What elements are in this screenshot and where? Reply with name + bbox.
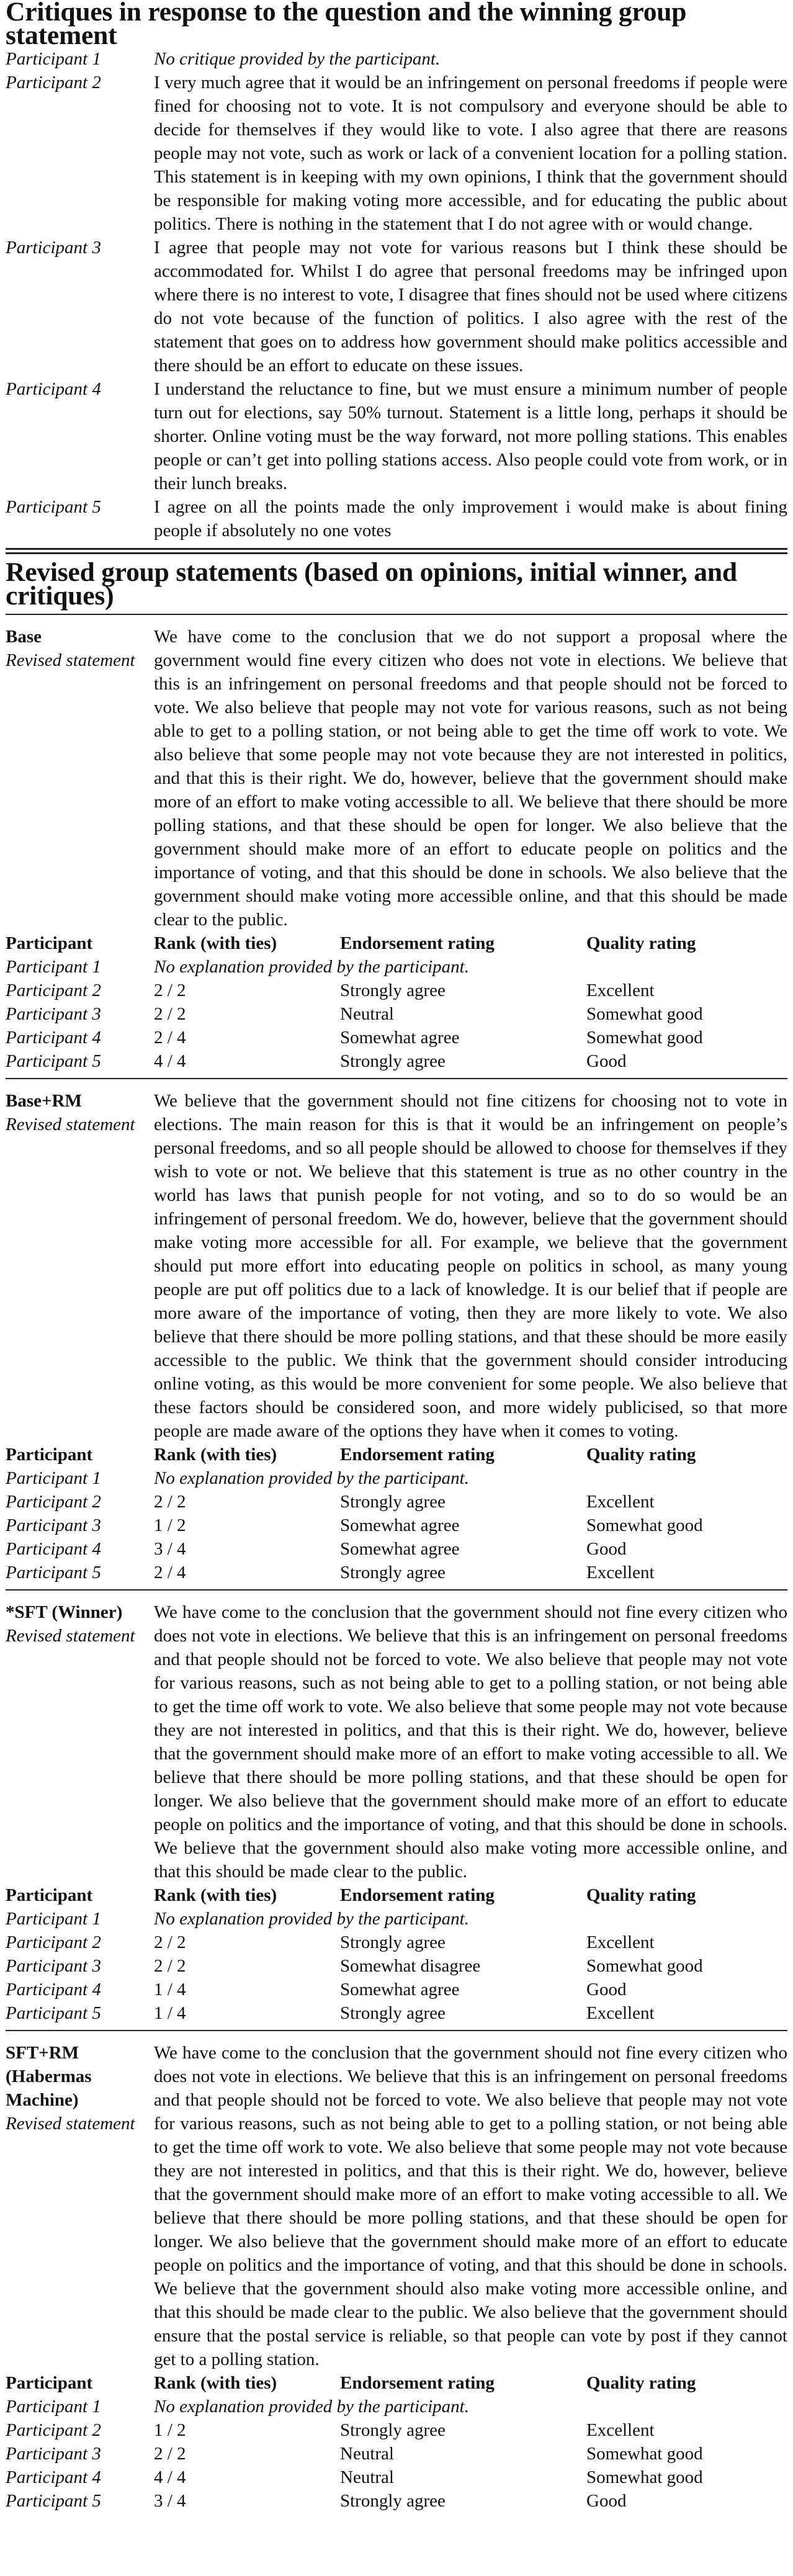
table-row [6, 1561, 787, 1584]
model-label [6, 1089, 154, 1136]
endorsement-cell: Neutral [340, 1004, 394, 1024]
participant-cell: Participant 3 [6, 2444, 101, 2464]
participant-cell: Participant 2 [6, 1932, 101, 1952]
rank-cell: 3 / 4 [154, 1539, 186, 1559]
participant-label: Participant 5 [6, 497, 101, 517]
model-label [6, 625, 154, 672]
participant-cell: Participant 1 [6, 1468, 101, 1488]
critique-text: No critique provided by the participant. [154, 49, 441, 69]
model-name: Base+RM [6, 1091, 82, 1111]
endorsement-cell: Strongly agree [340, 1932, 446, 1952]
quality-cell: Somewhat good [586, 2467, 703, 2487]
no-explanation-note: No explanation provided by the participant. [154, 1909, 469, 1929]
endorsement-cell: Neutral [340, 2444, 394, 2464]
rank-cell: 2 / 2 [154, 981, 186, 1000]
section-divider [6, 614, 787, 615]
table-row [6, 2001, 787, 2025]
quality-cell: Good [586, 2491, 627, 2511]
model-block-base-rm [6, 1089, 787, 1584]
header-endorsement: Endorsement rating [340, 1445, 495, 1465]
critique-row [6, 495, 787, 542]
ratings-table [6, 931, 787, 1073]
quality-cell: Good [586, 1539, 627, 1559]
rank-cell: 1 / 4 [154, 1980, 186, 1999]
participant-label: Participant 3 [6, 238, 101, 258]
quality-cell: Excellent [586, 1563, 655, 1582]
rank-cell: 2 / 2 [154, 1004, 186, 1024]
quality-cell: Excellent [586, 1492, 655, 1512]
header-quality: Quality rating [586, 1445, 696, 1465]
participant-cell: Participant 1 [6, 957, 101, 977]
participant-cell: Participant 4 [6, 1980, 101, 1999]
header-participant: Participant [6, 933, 93, 953]
model-sublabel: Revised statement [6, 1115, 135, 1134]
rank-cell: 1 / 2 [154, 1515, 186, 1535]
ratings-table [6, 1443, 787, 1584]
model-block-sft-winner [6, 1600, 787, 2025]
quality-cell: Good [586, 1980, 627, 1999]
model-block-sft-rm [6, 2041, 787, 2513]
quality-cell: Somewhat good [586, 1028, 703, 1048]
header-quality: Quality rating [586, 1885, 696, 1905]
participant-label: Participant 2 [6, 73, 101, 92]
table-row [6, 1466, 787, 1490]
model-name: SFT+RM (Habermas Machine) [6, 2043, 92, 2110]
table-row [6, 1907, 787, 1931]
model-label [6, 2041, 154, 2135]
table-row [6, 1490, 787, 1514]
participant-cell: Participant 3 [6, 1004, 101, 1024]
quality-cell: Excellent [586, 2003, 655, 2023]
endorsement-cell: Somewhat agree [340, 1515, 460, 1535]
endorsement-cell: Somewhat agree [340, 1028, 460, 1048]
table-row [6, 2442, 787, 2466]
quality-cell: Excellent [586, 2420, 655, 2440]
header-endorsement: Endorsement rating [340, 1885, 495, 1905]
quality-cell: Somewhat good [586, 1004, 703, 1024]
quality-cell: Excellent [586, 981, 655, 1000]
critiques-section [6, 0, 787, 542]
model-statement: We have come to the conclusion that the government should not fine every citizen who does not vote in elections. We believe that this is an infringement on personal freedoms and that people should not be forced to vote. We also believe that people may not vote for various reasons, such as not being able to get to a polling station, or not being able to get the time off work to vote. We also believe that some people may not vote because they are not interested in politics, and that this is their right. We do, however, believe that the government should make more of an effort to make voting accessible to all. We believe that there should be more polling stations, and that these should be open for longer. We also believe that the government should make more of an effort to educate people on politics and the importance of voting, and that this should be done in schools. We believe that the government should also make voting more accessible online, and that this should be made clear to the public. [154, 1602, 787, 1882]
revised-section [6, 557, 787, 2513]
participant-cell: Participant 5 [6, 2491, 101, 2511]
quality-cell: Good [586, 1051, 627, 1071]
ratings-table [6, 1883, 787, 2025]
model-statement-row [6, 1089, 787, 1443]
ratings-header [6, 2371, 787, 2395]
participant-cell: Participant 5 [6, 1051, 101, 1071]
critique-text: I agree that people may not vote for various reasons but I think these should be accommodated for. Whilst I do agree that personal freedoms may be infringed upon where there is no interest to vote, I disagree that fines should not be used where citizens do not vote because of the function of politics. I also agree with the rest of the statement that goes on to address how government should make politics accessible and there should be an effort to educate on these issues. [154, 238, 787, 375]
participant-label: Participant 1 [6, 49, 101, 69]
rank-cell: 1 / 4 [154, 2003, 186, 2023]
participant-cell: Participant 5 [6, 1563, 101, 1582]
endorsement-cell: Somewhat agree [340, 1539, 460, 1559]
participant-cell: Participant 4 [6, 1028, 101, 1048]
table-row [6, 955, 787, 979]
no-explanation-note: No explanation provided by the participant. [154, 1468, 469, 1488]
participant-cell: Participant 4 [6, 2467, 101, 2487]
table-row [6, 2418, 787, 2442]
model-statement: We have come to the conclusion that the government should not fine every citizen who does not vote in elections. We believe that this is an infringement on personal freedoms and that people should not be forced to vote. We also believe that people may not vote for various reasons, such as not being able to get to a polling station, or not being able to get the time off work to vote. We also believe that some people may not vote because they are not interested in politics, and that this is their right. We do, however, believe that the government should make more of an effort to make voting accessible to all. We believe that there should be more polling stations, and that these should be open for longer. We also believe that the government should make more of an effort to educate people on politics and the importance of voting, and that this should be done in schools. We believe that the government should also make voting more accessible online, and that this should be made clear to the public. We also believe that the government should ensure that the postal service is reliable, so that people can vote by post if they cannot get to a polling station. [154, 2043, 787, 2369]
revised-title: Revised group statements (based on opinions, initial winner, and critiques) [6, 557, 737, 611]
critique-row [6, 236, 787, 377]
header-endorsement: Endorsement rating [340, 933, 495, 953]
model-divider [6, 2030, 787, 2031]
model-sublabel: Revised statement [6, 650, 135, 670]
endorsement-cell: Strongly agree [340, 2003, 446, 2023]
model-name: Base [6, 627, 42, 647]
model-sublabel: Revised statement [6, 2114, 135, 2134]
header-participant: Participant [6, 1445, 93, 1465]
table-row [6, 2489, 787, 2513]
header-quality: Quality rating [586, 933, 696, 953]
header-rank: Rank (with ties) [154, 1445, 277, 1465]
model-divider [6, 1589, 787, 1591]
participant-cell: Participant 3 [6, 1515, 101, 1535]
rank-cell: 2 / 4 [154, 1028, 186, 1048]
critique-text: I very much agree that it would be an infringement on personal freedoms if people were fined for choosing not to vote. It is not compulsory and everyone should be able to decide for themselves if they would like to vote. I also agree that there are reasons people may not vote, such as work or lack of a convenient location for a polling station. This statement is in keeping with my own opinions, I think that the government should be responsible for making voting more accessible, and for educating the public about politics. There is nothing in the statement that I do not agree with or would change. [154, 73, 787, 234]
table-row [6, 1931, 787, 1954]
participant-cell: Participant 5 [6, 2003, 101, 2023]
endorsement-cell: Strongly agree [340, 2420, 446, 2440]
table-row [6, 1978, 787, 2001]
model-label [6, 1600, 154, 1648]
rank-cell: 1 / 2 [154, 2420, 186, 2440]
model-statement: We have come to the conclusion that we do not support a proposal where the government would fine every citizen who does not vote in elections. We believe that this is an infringement on personal freedoms and that people should not be forced to vote. We also believe that people may not vote for various reasons, such as not being able to get to a polling station, or not being able to get the time off work to vote. We also believe that some people may not vote because they are not interested in politics, and that this is their right. We do, however, believe that the government should make more of an effort to make voting accessible to all. We believe that there should be more polling stations, and that these should be open for longer. We also believe that the government should make more of an effort to educate people on politics and the importance of voting, and that this should be done in schools. We also believe that the government should make voting more accessible online, and that this should be made clear to the public. [154, 627, 787, 930]
critiques-title: Critiques in response to the question and the winning group statement [6, 0, 687, 50]
critique-row [6, 377, 787, 495]
header-rank: Rank (with ties) [154, 2373, 277, 2393]
header-rank: Rank (with ties) [154, 933, 277, 953]
critique-row [6, 47, 787, 71]
model-block-base [6, 625, 787, 1073]
table-row [6, 1514, 787, 1537]
model-statement-row [6, 2041, 787, 2371]
ratings-header [6, 931, 787, 955]
critique-text: I understand the reluctance to fine, but we must ensure a minimum number of people turn out for elections, say 50% turnout. Statement is a little long, perhaps it should be shorter. Online voting must be the way forward, not more polling stations. This enables people or can’t get into polling stations access. Also people could vote from work, or in their lunch breaks. [154, 379, 787, 493]
ratings-table [6, 2371, 787, 2513]
endorsement-cell: Strongly agree [340, 981, 446, 1000]
participant-cell: Participant 2 [6, 1492, 101, 1512]
header-participant: Participant [6, 1885, 93, 1905]
table-row [6, 979, 787, 1002]
endorsement-cell: Strongly agree [340, 2491, 446, 2511]
endorsement-cell: Neutral [340, 2467, 394, 2487]
participant-cell: Participant 3 [6, 1956, 101, 1976]
endorsement-cell: Strongly agree [340, 1563, 446, 1582]
table-row [6, 1049, 787, 1073]
quality-cell: Excellent [586, 1932, 655, 1952]
table-row [6, 2466, 787, 2489]
header-rank: Rank (with ties) [154, 1885, 277, 1905]
model-statement: We believe that the government should not fine citizens for choosing not to vote in elections. The main reason for this is that it would be an infringement on people’s personal freedoms, and so all people should be allowed to choose for themselves if they wish to vote or not. We believe that this statement is true as no other country in the world has laws that punish people for not voting, and so to do so would be an infringement of personal freedom. We do, however, believe that the government should make voting more accessible for all. For example, we believe that the government should put more effort into educating people on politics in school, as many young people are put off politics due to a lack of knowledge. It is our belief that if people are more aware of the importance of voting, then they are more likely to vote. We also believe that there should be more polling stations, and that these should be more easily accessible to the public. We think that the government should consider introducing online voting, as this would be more convenient for some people. We also believe that these factors should be considered soon, and more widely publicised, so that more people are made aware of the options they have when it comes to voting. [154, 1091, 787, 1441]
participant-cell: Participant 1 [6, 2397, 101, 2417]
endorsement-cell: Strongly agree [340, 1492, 446, 1512]
endorsement-cell: Somewhat agree [340, 1980, 460, 1999]
rank-cell: 4 / 4 [154, 2467, 186, 2487]
model-statement-row [6, 625, 787, 931]
no-explanation-note: No explanation provided by the participant. [154, 957, 469, 977]
no-explanation-note: No explanation provided by the participant. [154, 2397, 469, 2417]
participant-cell: Participant 1 [6, 1909, 101, 1929]
section-divider-double [6, 548, 787, 554]
quality-cell: Somewhat good [586, 1956, 703, 1976]
model-name: *SFT (Winner) [6, 1602, 123, 1622]
header-participant: Participant [6, 2373, 93, 2393]
participant-cell: Participant 2 [6, 981, 101, 1000]
endorsement-cell: Strongly agree [340, 1051, 446, 1071]
table-row [6, 1537, 787, 1561]
model-statement-row [6, 1600, 787, 1883]
rank-cell: 4 / 4 [154, 1051, 186, 1071]
endorsement-cell: Somewhat disagree [340, 1956, 481, 1976]
model-sublabel: Revised statement [6, 1626, 135, 1646]
participant-cell: Participant 2 [6, 2420, 101, 2440]
participant-label: Participant 4 [6, 379, 101, 399]
rank-cell: 2 / 2 [154, 1932, 186, 1952]
quality-cell: Somewhat good [586, 2444, 703, 2464]
quality-cell: Somewhat good [586, 1515, 703, 1535]
ratings-header [6, 1443, 787, 1466]
model-divider [6, 1078, 787, 1079]
header-quality: Quality rating [586, 2373, 696, 2393]
participant-cell: Participant 4 [6, 1539, 101, 1559]
rank-cell: 2 / 4 [154, 1563, 186, 1582]
table-row [6, 1026, 787, 1049]
table-row [6, 1954, 787, 1978]
header-endorsement: Endorsement rating [340, 2373, 495, 2393]
ratings-header [6, 1883, 787, 1907]
rank-cell: 2 / 2 [154, 1956, 186, 1976]
critique-row [6, 71, 787, 236]
table-row [6, 1002, 787, 1026]
rank-cell: 3 / 4 [154, 2491, 186, 2511]
table-row [6, 2395, 787, 2418]
rank-cell: 2 / 2 [154, 2444, 186, 2464]
rank-cell: 2 / 2 [154, 1492, 186, 1512]
critique-text: I agree on all the points made the only improvement i would make is about fining people if absolutely no one votes [154, 497, 787, 541]
